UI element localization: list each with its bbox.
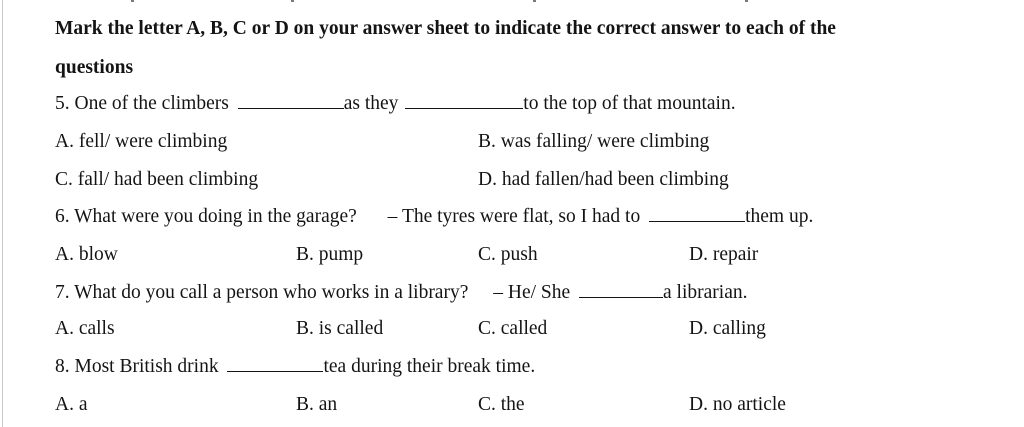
cropped-text-remnants bbox=[0, 0, 1024, 3]
question-5 bbox=[55, 93, 736, 115]
question-7-option-a: A. calls bbox=[55, 318, 115, 339]
question-5-text-c: to the top of that mountain. bbox=[523, 93, 736, 114]
question-8-text-a: 8. Most British drink bbox=[55, 356, 219, 377]
question-6-option-c: C. push bbox=[478, 244, 538, 265]
question-7-text-c: a librarian. bbox=[663, 282, 748, 303]
question-6-option-d: D. repair bbox=[689, 244, 759, 265]
question-7-option-b: B. is called bbox=[296, 318, 384, 339]
question-5-text-a: 5. One of the climbers bbox=[55, 93, 229, 114]
question-7-option-d: D. calling bbox=[689, 318, 766, 339]
instruction-line-2: questions bbox=[55, 57, 134, 78]
question-6-text-c: them up. bbox=[745, 206, 814, 227]
question-7 bbox=[55, 282, 748, 304]
question-7-text-b: – He/ She bbox=[493, 282, 571, 303]
question-5-text-b: as they bbox=[343, 93, 399, 114]
answer-blank bbox=[579, 283, 663, 298]
question-6-text-a: 6. What were you doing in the garage? bbox=[55, 206, 357, 227]
question-7-option-c: C. called bbox=[478, 318, 548, 339]
question-7-text-a: 7. What do you call a person who works in a library? bbox=[55, 282, 469, 303]
question-8-option-b: B. an bbox=[296, 394, 338, 415]
answer-blank bbox=[405, 94, 523, 109]
question-5-option-a: A. fell/ were climbing bbox=[55, 131, 228, 152]
question-5-option-b: B. was falling/ were climbing bbox=[478, 131, 710, 152]
question-8 bbox=[55, 356, 535, 378]
question-6-text-b: – The tyres were flat, so I had to bbox=[387, 206, 641, 227]
question-8-option-a: A. a bbox=[55, 394, 88, 415]
question-8-option-c: C. the bbox=[478, 394, 525, 415]
question-6-option-b: B. pump bbox=[296, 244, 364, 265]
question-6 bbox=[55, 206, 813, 228]
answer-blank bbox=[649, 207, 745, 222]
question-5-option-d: D. had fallen/had been climbing bbox=[478, 169, 729, 190]
question-6-option-a: A. blow bbox=[55, 244, 118, 265]
question-8-option-d: D. no article bbox=[689, 394, 786, 415]
instruction-line-1: Mark the letter A, B, C or D on your answer sheet to indicate the correct answer to each of the bbox=[55, 18, 836, 39]
answer-blank bbox=[238, 94, 344, 109]
page-edge-divider bbox=[2, 0, 3, 427]
answer-blank bbox=[227, 357, 323, 372]
question-5-option-c: C. fall/ had been climbing bbox=[55, 169, 259, 190]
question-8-text-b: tea during their break time. bbox=[323, 356, 536, 377]
